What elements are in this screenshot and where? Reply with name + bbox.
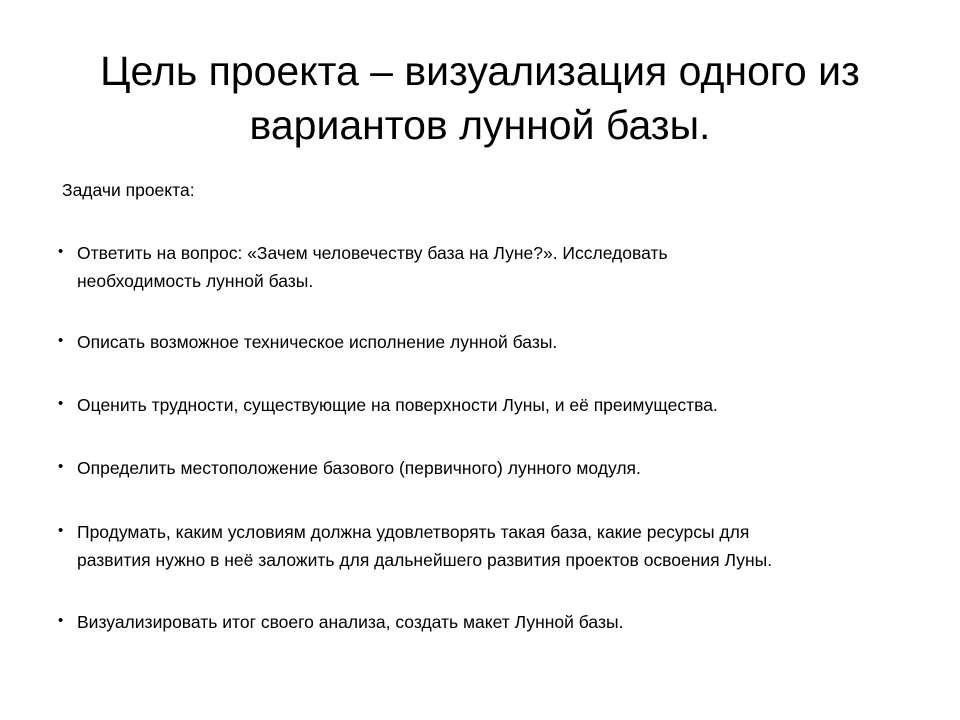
bullet-icon: • [58,332,64,349]
task-text-line-1: Ответить на вопрос: «Зачем человечеству база на Луне?». Исследовать [77,243,668,263]
task-item-4 [58,454,918,482]
slide-title [66,44,894,152]
task-text-line-1: Продумать, каким условиям должна удовлетворять такая база, какие ресурсы для [77,522,750,542]
bullet-icon: • [58,395,64,412]
task-item-5 [58,518,918,574]
task-text-line-2: развития нужно в неё заложить для дальнейшего развития проектов освоения Луны. [77,550,773,570]
task-item-1 [58,239,918,295]
task-text [77,518,918,574]
bullet-icon: • [58,612,64,629]
task-item-6 [58,608,918,636]
slide-title-line-1: Цель проекта – визуализация одного из [100,48,860,94]
bullet-icon: • [58,522,64,539]
task-text: Визуализировать итог своего анализа, создать макет Лунной базы. [77,612,624,632]
task-text [77,239,918,295]
task-text: Определить местоположение базового (первичного) лунного модуля. [77,458,641,478]
tasks-heading: Задачи проекта: [62,180,195,200]
task-item-2 [58,328,918,356]
task-text: Описать возможное техническое исполнение лунной базы. [77,332,558,352]
task-text-line-2: необходимость лунной базы. [77,271,314,291]
slide-title-line-2: вариантов лунной базы. [249,102,711,148]
task-item-3 [58,391,918,419]
bullet-icon: • [58,243,64,260]
task-text: Оценить трудности, существующие на поверхности Луны, и её преимущества. [77,395,718,415]
bullet-icon: • [58,458,64,475]
